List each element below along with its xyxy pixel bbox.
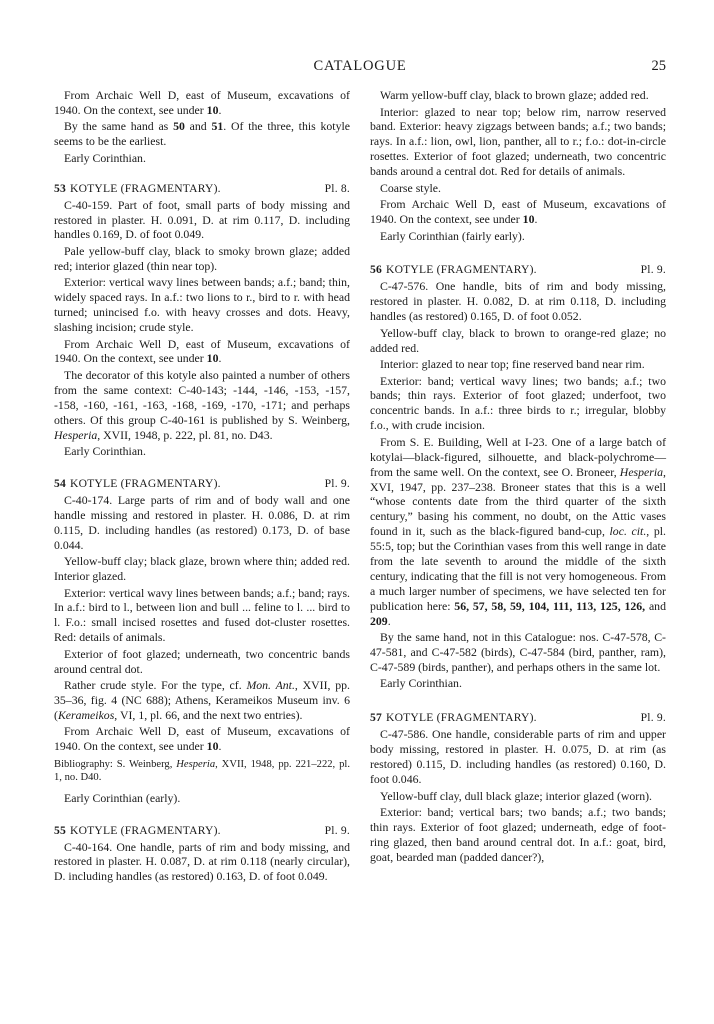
exterior: Exterior: vertical wavy lines between bands; a.f.; band; rays. In a.f.: bird to l., between lion and bull ... feline to l. ... bird to l. F.o.: small incised rosettes and fused dot-cluster rosettes. Red: details of animals. <box>54 585 350 645</box>
same-hand: By the same hand, not in this Catalogue: nos. C-47-578, C-47-581, and C-47-582 (birds), C-47-584 (bird, panther, ram), C-47-589 (birds, panther), and perhaps others in the same lot. <box>370 630 666 674</box>
clay: Yellow-buff clay, dull black glaze; interior glazed (worn). <box>380 788 653 803</box>
description: C-47-576. One handle, bits of rim and body missing, restored in plaster. H. 0.082, D. at rim 0.118, D. including handles (as restored) 0.165, D. of foot 0.052. <box>370 279 666 324</box>
catalogue-entry-55 <box>54 824 350 885</box>
entry-title: KOTYLE (FRAGMENTARY). <box>386 711 537 725</box>
catalogue-entry-53 <box>54 182 350 459</box>
clay: Warm yellow-buff clay, black to brown glaze; added red. <box>380 88 649 102</box>
clay: Yellow-buff clay; black glaze, brown where thin; added red. Interior glazed. <box>54 554 350 584</box>
page-number: 25 <box>651 58 666 74</box>
plate-ref: Pl. 9. <box>640 711 666 725</box>
decorator: The decorator of this kotyle also painted a number of others from the same context: C-40-143; -144, -146, -153, -157, -158, -160, -161, -163, -168, -169, -170, -171; and perhaps others. Of this group C-40-161 is published by S. Weinberg, Hesperia, XVII, 1948, p. 222, pl. 81, no. D43. <box>54 367 350 442</box>
exterior: Exterior: band; vertical bars; two bands; a.f.; two bands; thin rays. Exterior of foot glazed; underneath, edge of foot-ring glazed, then band around central dot. In a.f.: goat, bird, goat, bearded man (padded dancer?), <box>370 805 666 864</box>
date-line: Early Corinthian (fairly early). <box>380 228 525 243</box>
description: C-40-174. Large parts of rim and of body wall and one handle missing and restored in plaster. H. 0.086, D. at rim 0.115, D. including handles (as restored) 0.173, D. of base 0.044. <box>54 492 350 552</box>
date-line: Early Corinthian. <box>380 676 462 691</box>
date-line: Early Corinthian. <box>64 150 146 165</box>
catalogue-entry-56 <box>370 263 666 691</box>
entry-title: KOTYLE (FRAGMENTARY). <box>70 823 221 837</box>
plate-ref: Pl. 9. <box>324 477 350 490</box>
plate-ref: Pl. 9. <box>324 823 350 837</box>
entry-number: 53 <box>54 181 66 195</box>
entry-heading <box>370 711 666 726</box>
right-column <box>370 88 666 866</box>
plate-ref: Pl. 8. <box>324 181 350 195</box>
exterior: Exterior: band; vertical wavy lines; two bands; a.f.; two bands; thin rays. Exterior of foot glazed; underfoot, two concentric bands. In a.f.: three birds to r.; irregular, blobby f.o., with crude incision. <box>370 373 666 433</box>
description: C-40-164. One handle, parts of rim and body missing, and restored in plaster. H. 0.087, D. at rim 0.118 (nearly circular), D. including handles (as restored) 0.163, D. of foot 0.049. <box>54 839 350 884</box>
entry-number: 56 <box>370 263 382 277</box>
exterior: Exterior: vertical wavy lines between bands; a.f.; band; thin, widely spaced rays. In a.f.: two lions to r., bird to r. with head turned; unincised f.o. with heavy crosses and dots. Heavy, slashing incision; crude style. <box>54 275 350 335</box>
context: From Archaic Well D, east of Museum, excavations of 1940. On the context, see under 10. <box>54 724 350 754</box>
catalogue-entry-57 <box>370 711 666 864</box>
foot: Exterior of foot glazed; underneath, two concentric bands around central dot. <box>54 646 350 676</box>
style: Coarse style. <box>380 180 441 195</box>
left-column <box>54 88 350 886</box>
catalogue-entry-54 <box>54 477 350 806</box>
date-line: Early Corinthian. <box>64 444 146 459</box>
bibliography: Bibliography: S. Weinberg, Hesperia, XVII, 1948, pp. 221–222, pl. 1, no. D40. <box>54 759 350 784</box>
running-title: CATALOGUE <box>313 58 407 74</box>
entry-heading <box>54 824 350 839</box>
entry-title: KOTYLE (FRAGMENTARY). <box>70 477 221 490</box>
entry-heading <box>54 182 350 197</box>
entry-number: 54 <box>54 477 66 490</box>
entry-heading <box>54 477 350 492</box>
page-header <box>54 58 666 78</box>
plate-ref: Pl. 9. <box>640 263 666 277</box>
context: From Archaic Well D, east of Museum, excavations of 1940. On the context, see under 10. <box>370 197 666 227</box>
style: Rather crude style. For the type, cf. Mon. Ant., XVII, pp. 35–36, fig. 4 (NC 688); Athens, Kerameikos Museum inv. 6 (Kerameikos, VI, 1, pl. 66, and the next two entries). <box>54 678 350 722</box>
paragraph: By the same hand as 50 and 51. Of the three, this kotyle seems to be the earliest. <box>54 119 350 149</box>
interior: Interior: glazed to near top; below rim, narrow reserved band. Exterior: heavy zigzags between bands; a.f.; two bands; rays. In a.f.: lion, owl, lion, panther, all to r.; f.o.: dot-in-circle rosettes. Exterior of foot glazed; underneath, two concentric bands around a central dot. Red for details of animals. <box>370 104 666 179</box>
entry-title: KOTYLE (FRAGMENTARY). <box>386 263 537 277</box>
paragraph: From Archaic Well D, east of Museum, excavations of 1940. On the context, see under 10. <box>54 88 350 117</box>
entry-heading <box>370 263 666 278</box>
entry-number: 55 <box>54 823 66 837</box>
description: C-40-159. Part of foot, small parts of body missing and restored in plaster. H. 0.091, D. at rim 0.117, D. including handles 0.169, D. of foot 0.049. <box>54 197 350 242</box>
context: From S. E. Building, Well at I-23. One of a large batch of kotylai—black-figured, silhouette, and black-polychrome—from the same well. On the context, see O. Broneer, Hesperia, XVI, 1947, pp. 237–238. Broneer states that this is a well “whose contents date from the third quarter of the sixth century,” basing his comment, no doubt, on the Attic vases found in it, such as the black-figured band-cup, loc. cit., pl. 55:5, top; but the Corinthian vases from this well range in date from the late seventh to around the middle of the sixth century, indicating that the fill is not very homogeneous. From a much larger number of specimens, we have selected ten for publication here: 56, 57, 58, 59, 104, 111, 113, 125, 126, and 209. <box>370 434 666 628</box>
date-line: Early Corinthian (early). <box>64 790 181 805</box>
description: C-47-586. One handle, considerable parts of rim and upper body missing, restored in plaster. H. 0.075, D. at rim (as restored) 0.115, D. including handles (as restored) 0.160, D. foot 0.046. <box>370 727 666 786</box>
clay: Pale yellow-buff clay, black to smoky brown glaze; added red; interior glazed (thin near top). <box>54 243 350 273</box>
interior: Interior: glazed to near top; fine reserved band near rim. <box>380 357 645 372</box>
context: From Archaic Well D, east of Museum, excavations of 1940. On the context, see under 10. <box>54 336 350 366</box>
entry-title: KOTYLE (FRAGMENTARY). <box>70 181 221 195</box>
clay: Yellow-buff clay, black to brown to orange-red glaze; no added red. <box>370 325 666 355</box>
entry-number: 57 <box>370 711 382 725</box>
